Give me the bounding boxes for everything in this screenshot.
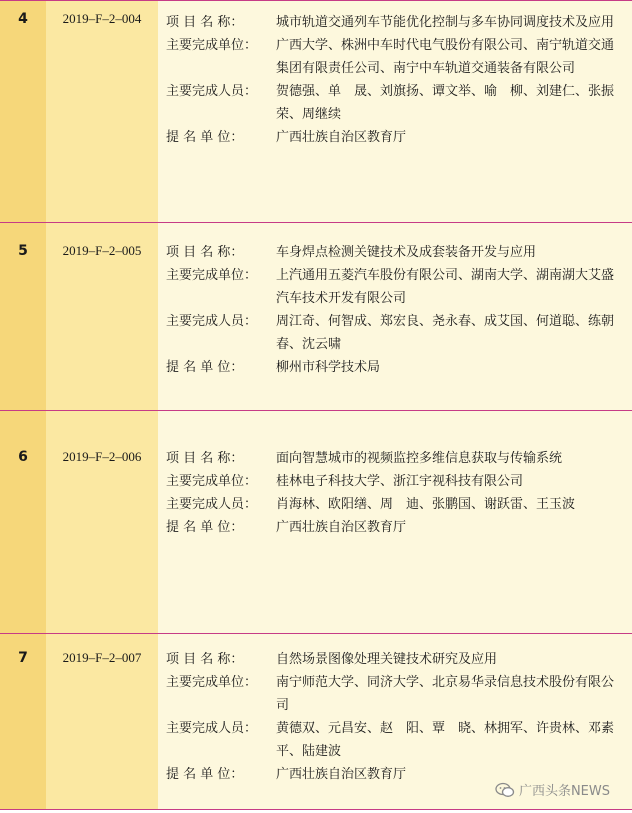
field-label: 主要完成人员： xyxy=(166,497,258,512)
field-value: 上汽通用五菱汽车股份有限公司、湖南大学、湖南湖大艾盛汽车技术开发有限公司 xyxy=(276,268,615,306)
record-details xyxy=(158,411,632,634)
project-name-line xyxy=(166,241,626,264)
field-label: 主要完成人员： xyxy=(166,84,258,99)
table-row xyxy=(0,1,632,223)
field-value: 南宁师范大学、同济大学、北京易华录信息技术股份有限公司 xyxy=(276,675,615,713)
field-value: 广西壮族自治区教育厅 xyxy=(276,767,407,782)
units-line xyxy=(166,34,626,80)
record-code: 2019–F–2–004 xyxy=(46,1,158,223)
field-label: 提 名 单 位： xyxy=(166,130,244,145)
field-value: 柳州市科学技术局 xyxy=(276,360,381,375)
field-label: 提 名 单 位： xyxy=(166,520,244,535)
units-line xyxy=(166,671,626,717)
record-code: 2019–F–2–006 xyxy=(46,411,158,634)
record-number: 4 xyxy=(0,1,46,223)
people-line xyxy=(166,717,626,763)
people-line xyxy=(166,80,626,126)
field-label: 提 名 单 位： xyxy=(166,360,244,375)
table-row xyxy=(0,411,632,634)
field-value: 车身焊点检测关键技术及成套装备开发与应用 xyxy=(276,245,537,260)
units-line xyxy=(166,264,626,310)
field-label: 项 目 名 称： xyxy=(166,15,244,30)
field-label: 提 名 单 位： xyxy=(166,767,244,782)
record-details xyxy=(158,223,632,411)
nominator-line xyxy=(166,356,626,379)
watermark-text: 广西头条NEWS xyxy=(518,784,610,799)
record-number: 7 xyxy=(0,634,46,810)
field-value: 自然场景图像处理关键技术研究及应用 xyxy=(276,652,498,667)
people-line xyxy=(166,493,626,516)
record-code: 2019–F–2–007 xyxy=(46,634,158,810)
watermark xyxy=(495,780,610,799)
field-label: 主要完成人员： xyxy=(166,721,258,736)
record-details xyxy=(158,1,632,223)
field-label: 项 目 名 称： xyxy=(166,245,244,260)
field-label: 项 目 名 称： xyxy=(166,652,244,667)
record-code: 2019–F–2–005 xyxy=(46,223,158,411)
wechat-icon xyxy=(495,782,515,798)
record-number: 6 xyxy=(0,411,46,634)
nominator-line xyxy=(166,516,626,539)
field-value: 广西壮族自治区教育厅 xyxy=(276,130,407,145)
project-name-line xyxy=(166,11,626,34)
nominator-line xyxy=(166,126,626,149)
field-label: 主要完成单位： xyxy=(166,268,258,283)
field-value: 肖海林、欧阳缮、周 迪、张鹏国、谢跃雷、王玉波 xyxy=(276,497,576,512)
field-value: 广西壮族自治区教育厅 xyxy=(276,520,407,535)
project-name-line xyxy=(166,648,626,671)
record-number: 5 xyxy=(0,223,46,411)
field-label: 主要完成单位： xyxy=(166,474,258,489)
field-label: 主要完成单位： xyxy=(166,675,258,690)
field-value: 面向智慧城市的视频监控多维信息获取与传输系统 xyxy=(276,451,563,466)
field-value: 周江奇、何智成、郑宏良、尧永春、成艾国、何道聪、练朝春、沈云啸 xyxy=(276,314,615,352)
field-value: 城市轨道交通列车节能优化控制与多车协同调度技术及应用 xyxy=(276,15,615,30)
units-line xyxy=(166,470,626,493)
project-name-line xyxy=(166,447,626,470)
field-label: 主要完成人员： xyxy=(166,314,258,329)
field-value: 黄德双、元昌安、赵 阳、覃 晓、林拥军、许贵林、邓素平、陆建波 xyxy=(276,721,615,759)
table-row xyxy=(0,223,632,411)
field-value: 贺德强、单 晟、刘旗扬、谭文举、喻 柳、刘建仁、张振荣、周继续 xyxy=(276,84,615,122)
field-value: 广西大学、株洲中车时代电气股份有限公司、南宁轨道交通集团有限责任公司、南宁中车轨道交通装备有限公司 xyxy=(276,38,615,76)
field-value: 桂林电子科技大学、浙江宇视科技有限公司 xyxy=(276,474,524,489)
people-line xyxy=(166,310,626,356)
field-label: 项 目 名 称： xyxy=(166,451,244,466)
field-label: 主要完成单位： xyxy=(166,38,258,53)
